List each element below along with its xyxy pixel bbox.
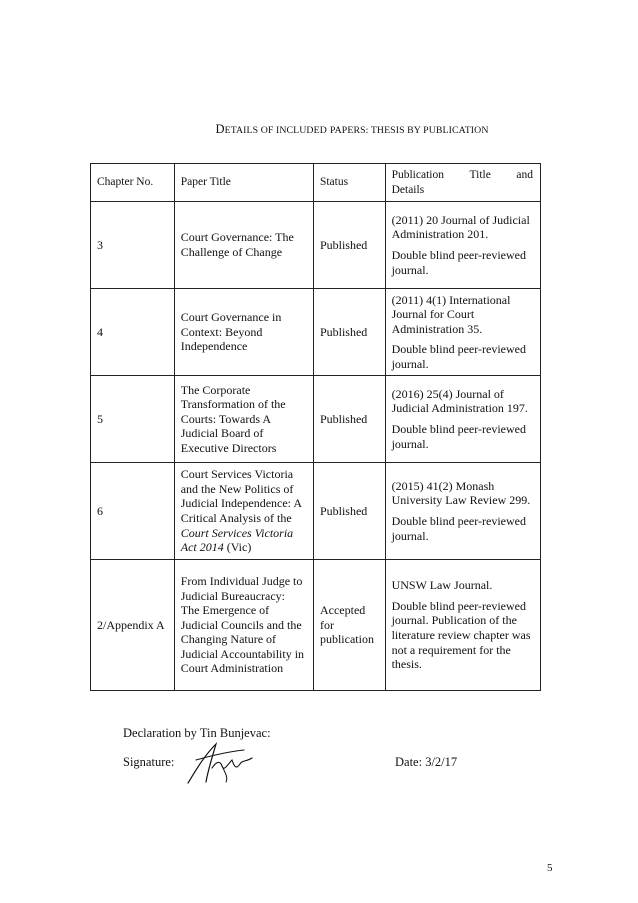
row-pub-review: Double blind peer-reviewed journal. Publication of the literature review chapter was not a requirement for the thesis. [391, 598, 531, 672]
header-chapter-no: Chapter No. [91, 164, 175, 202]
header-pub-word-1: Publication [391, 168, 444, 181]
row-publication [385, 560, 540, 691]
table-header-row [91, 164, 541, 202]
row-pub-review: Double blind peer-reviewed journal. [391, 342, 526, 371]
header-publication-details [385, 164, 540, 202]
row-pub-review: Double blind peer-reviewed journal. [391, 514, 526, 543]
header-pub-line-2: Details [391, 183, 425, 196]
table-row [91, 289, 541, 376]
row-chapter: 3 [91, 202, 175, 289]
row-publication [385, 202, 540, 289]
heading-part-3: : THESIS BY PUBLICATION [365, 125, 489, 136]
row-status: Published [313, 376, 385, 463]
row-title: The Corporate Transformation of the Courts: Towards A Judicial Board of Executive Directors [174, 376, 313, 463]
header-paper-title: Paper Title [174, 164, 313, 202]
row-title: From Individual Judge to Judicial Bureaucracy: The Emergence of Judicial Councils and the Changing Nature of Judicial Accountability in Court Administration [174, 560, 313, 691]
row-pub-citation: (2011) 4(1) International Journal for Court Administration 35. [391, 292, 511, 336]
row-title-act: Court Services Victoria Act 2014 [180, 525, 294, 555]
table-row [91, 376, 541, 463]
row-pub-citation: UNSW Law Journal. [391, 578, 493, 593]
row-chapter: 6 [91, 463, 175, 560]
row-pub-citation: (2016) 25(4) Journal of Judicial Administration 197. [391, 386, 528, 416]
row-pub-review: Double blind peer-reviewed journal. [391, 248, 526, 277]
table-row [91, 463, 541, 560]
page-number: 5 [547, 862, 553, 874]
page-heading [33, 122, 638, 137]
row-pub-review: Double blind peer-reviewed journal. [391, 422, 526, 451]
heading-part-2: PAPERS [329, 125, 366, 136]
row-chapter: 5 [91, 376, 175, 463]
row-status: Accepted for publication [313, 560, 385, 691]
row-chapter: 2/Appendix A [91, 560, 175, 691]
header-status: Status [313, 164, 385, 202]
declaration-date: Date: 3/2/17 [395, 755, 458, 769]
row-title-text: Court Services Victoria and the New Politics of Judicial Independence: A Critical Analysis of the [180, 467, 302, 525]
declaration-text: Declaration by Tin Bunjevac: [123, 726, 271, 740]
row-title-suffix: (Vic) [226, 540, 252, 555]
table-row [91, 202, 541, 289]
included-papers-table [90, 163, 541, 691]
signature-label: Signature: [123, 755, 175, 769]
header-pub-word-3: and [516, 168, 533, 181]
heading-part-1: ETAILS OF INCLUDED [224, 125, 327, 136]
row-status: Published [313, 202, 385, 289]
row-title [174, 463, 313, 560]
row-title: Court Governance in Context: Beyond Independence [174, 289, 313, 376]
handwritten-signature [182, 738, 262, 786]
row-publication [385, 289, 540, 376]
row-status: Published [313, 463, 385, 560]
row-title: Court Governance: The Challenge of Change [174, 202, 313, 289]
row-status: Published [313, 289, 385, 376]
row-pub-citation: (2015) 41(2) Monash University Law Review 299. [391, 478, 531, 508]
row-publication [385, 463, 540, 560]
table-row [91, 560, 541, 691]
row-pub-citation: (2011) 20 Journal of Judicial Administration 201. [391, 212, 530, 242]
row-publication [385, 376, 540, 463]
row-chapter: 4 [91, 289, 175, 376]
heading-initial: D [215, 122, 225, 136]
header-pub-word-2: Title [469, 168, 491, 181]
